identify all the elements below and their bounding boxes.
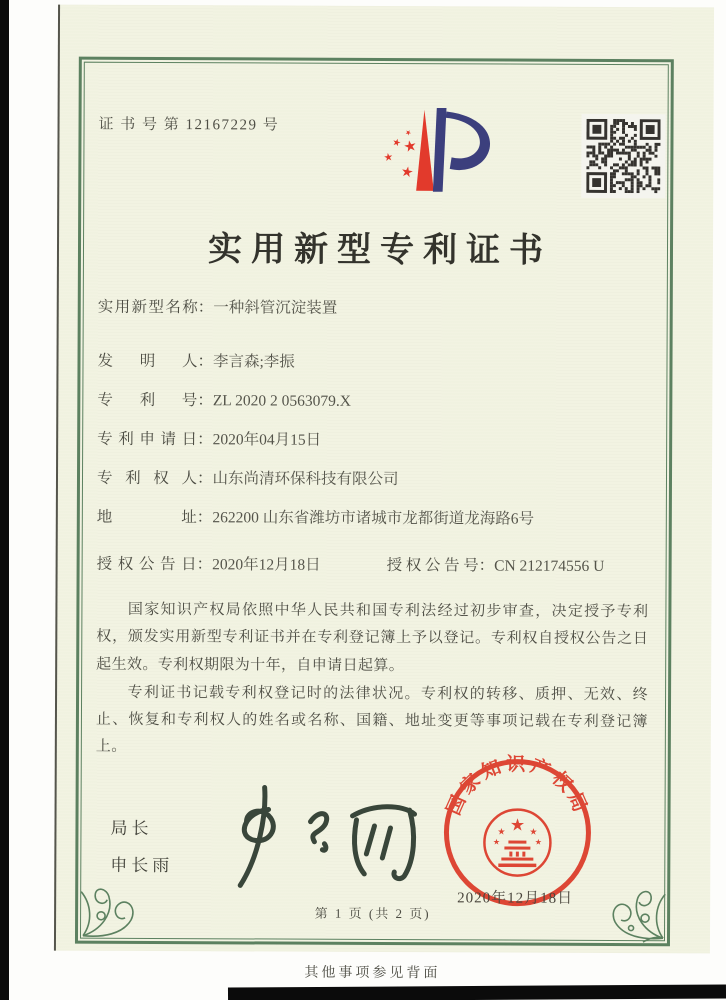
logo-p-stem [433,108,447,192]
seal-org-text: 国家知识产权局 [443,754,592,819]
legal-paragraph: 国家知识产权局依照中华人民共和国专利法经过初步审查，决定授予专利权，颁发实用新型专利证书并在专利登记簿上予以登记。专利权自授权公告之日起生效。专利权期限为十年，自申请日起算。 [96,601,649,674]
svg-text:★: ★ [497,826,506,837]
colon: ： [197,392,213,410]
field-row-patent-no [97,388,657,412]
colon: ： [197,431,213,449]
svg-text:★: ★ [399,163,415,182]
seal-date: 2020年12月18日 [457,890,574,907]
signer-title: 局长 [110,818,153,838]
scan-edge-bottom [228,984,726,1000]
reverse-side-note: 其他事项参见背面 [304,965,441,982]
colon: ： [196,470,213,488]
field-list [97,295,658,593]
field-row-name [98,295,658,319]
certificate-sheet [54,5,714,982]
svg-text:★: ★ [492,837,501,847]
colon: ： [197,353,214,371]
field-label: 专利权人 [96,469,198,488]
certificate-number: 证 书 号 第 12167229 号 [98,116,280,134]
cnipa-logo-icon [355,106,505,204]
svg-text:★: ★ [403,127,413,138]
svg-text:★: ★ [383,152,394,165]
field-value: ZL 2020 2 0563079.X [212,392,351,410]
field-row-filing-date [97,427,657,451]
field-value: 李言森;李振 [212,353,295,371]
page-number: 第 1 页 (共 2 页) [314,905,431,922]
legal-text [96,597,649,765]
field-label: 专利号 [97,391,198,410]
field-value: 一种斜管沉淀装置 [213,299,338,317]
certificate-title: 实用新型专利证书 [207,231,553,270]
field-value: CN 212174556 U [494,557,605,575]
svg-text:★: ★ [529,826,538,837]
field-label: 专利申请日 [97,430,198,449]
national-emblem-icon [484,809,550,875]
logo-p-bowl [445,112,490,171]
colon: ： [197,299,214,317]
field-label: 地址 [96,508,197,527]
scan-edge-left [0,0,9,1000]
legal-paragraph: 专利证书记载专利权登记时的法律状况。专利权的转移、质押、无效、终止、恢复和专利权人的姓名或名称、国籍、地址变更等事项记载在专利登记簿上。 [95,684,649,756]
field-label: 授权公告号 [386,557,479,575]
colon: ： [478,557,495,575]
signer-name: 申长雨 [110,855,174,876]
field-label: 授权公告日 [96,555,197,574]
field-row-inventor [97,349,657,373]
svg-text:★: ★ [402,137,419,157]
svg-text:★: ★ [534,837,543,847]
qr-code [581,114,665,198]
signature-icon [206,781,426,892]
field-value: 2020年12月18日 [212,556,321,574]
field-label: 实用新型名称 [97,298,198,317]
field-row-patentee [97,466,657,490]
svg-text:★: ★ [509,815,526,835]
field-value: 2020年04月15日 [212,431,322,449]
colon: ： [196,556,213,574]
logo-cone [416,110,434,191]
field-value: 山东尚清环保科技有限公司 [212,470,399,489]
colon: ： [196,509,213,527]
field-grant-no [387,553,605,576]
field-value: 262200 山东省潍坊市诸城市龙都街道龙海路6号 [212,509,535,528]
field-row-grant [97,552,657,576]
svg-text:★: ★ [390,136,403,150]
field-label: 发明人 [97,352,198,371]
field-row-address [97,505,657,529]
